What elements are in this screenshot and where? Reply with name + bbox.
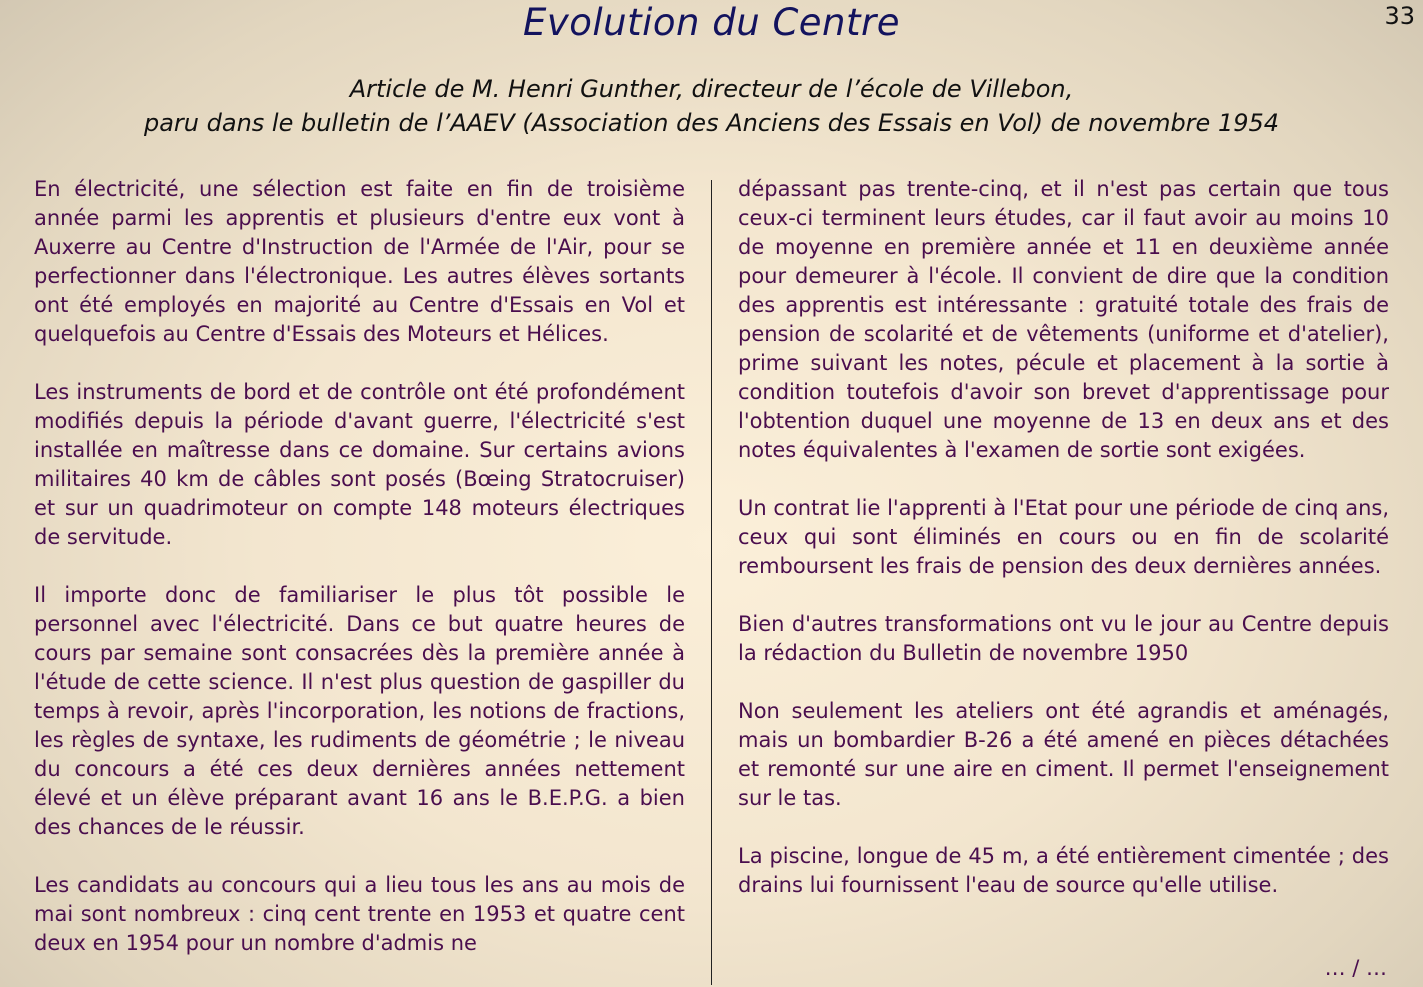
continuation-marker: … / … bbox=[1324, 956, 1387, 980]
page-number: 33 bbox=[1384, 2, 1415, 30]
left-column bbox=[34, 175, 685, 987]
article-subtitle bbox=[0, 72, 1423, 140]
paragraph: dépassant pas trente-cinq, et il n'est pas certain que tous ceux-ci terminent leurs études, car il faut avoir au moins 10 de moyenne en première année et 11 en deuxième année pour demeurer à l'école. Il convient de dire que la condition des apprentis est intéressante : gratuité totale des frais de pension de scolarité et de vêtements (uniforme et d'atelier), prime suivant les notes, pécule et placement à la sortie à condition toutefois d'avoir son brevet d'apprentissage pour l'obtention duquel une moyenne de 13 en deux ans et des notes équivalentes à l'examen de sortie sont exigées. bbox=[738, 177, 1389, 462]
paragraph: Il importe donc de familiariser le plus tôt possible le personnel avec l'électricité. Dans ce but quatre heures de cours par semaine sont consacrées dès la première année à l'étude de cette science. Il n'est plus question de gaspiller du temps à revoir, après l'incorporation, les notions de fractions, les règles de syntaxe, les rudiments de géométrie ; le niveau du concours a été ces deux dernières années nettement élevé et un élève préparant avant 16 ans le B.E.P.G. a bien des chances de le réussir. bbox=[34, 583, 685, 839]
paragraph: Non seulement les ateliers ont été agrandis et aménagés, mais un bombardier B-26 a été amené en pièces détachées et remonté sur une aire en ciment. Il permet l'enseignement sur le tas. bbox=[738, 699, 1389, 810]
subtitle-line-1: Article de M. Henri Gunther, directeur de l’école de Villebon, bbox=[349, 75, 1074, 103]
paragraph: Les candidats au concours qui a lieu tous les ans au mois de mai sont nombreux : cinq cent trente en 1953 et quatre cent deux en 1954 pour un nombre d'admis ne bbox=[34, 873, 685, 955]
paragraph: En électricité, une sélection est faite en fin de troisième année parmi les apprentis et plusieurs d'entre eux vont à Auxerre au Centre d'Instruction de l'Armée de l'Air, pour se perfectionner dans l'électronique. Les autres élèves sortants ont été employés en majorité au Centre d'Essais en Vol et quelquefois au Centre d'Essais des Moteurs et Hélices. bbox=[34, 177, 685, 346]
paragraph: La piscine, longue de 45 m, a été entièrement cimentée ; des drains lui fournissent l'eau de source qu'elle utilise. bbox=[738, 844, 1389, 897]
paragraph: Bien d'autres transformations ont vu le jour au Centre depuis la rédaction du Bulletin de novembre 1950 bbox=[738, 612, 1389, 665]
paragraph: Les instruments de bord et de contrôle ont été profondément modifiés depuis la période d'avant guerre, l'électricité s'est installée en maîtresse dans ce domaine. Sur certains avions militaires 40 km de câbles sont posés (Bœing Stratocruiser) et sur un quadrimoteur on compte 148 moteurs électriques de servitude. bbox=[34, 380, 685, 549]
subtitle-line-2: paru dans le bulletin de l’AAEV (Association des Anciens des Essais en Vol) de novembre 1954 bbox=[143, 109, 1280, 137]
right-column bbox=[738, 175, 1389, 929]
paragraph: Un contrat lie l'apprenti à l'Etat pour une période de cinq ans, ceux qui sont éliminés en cours ou en fin de scolarité remboursent les frais de pension des deux dernières années. bbox=[738, 496, 1389, 578]
page-title: Evolution du Centre bbox=[522, 1, 900, 44]
column-divider bbox=[711, 180, 712, 985]
